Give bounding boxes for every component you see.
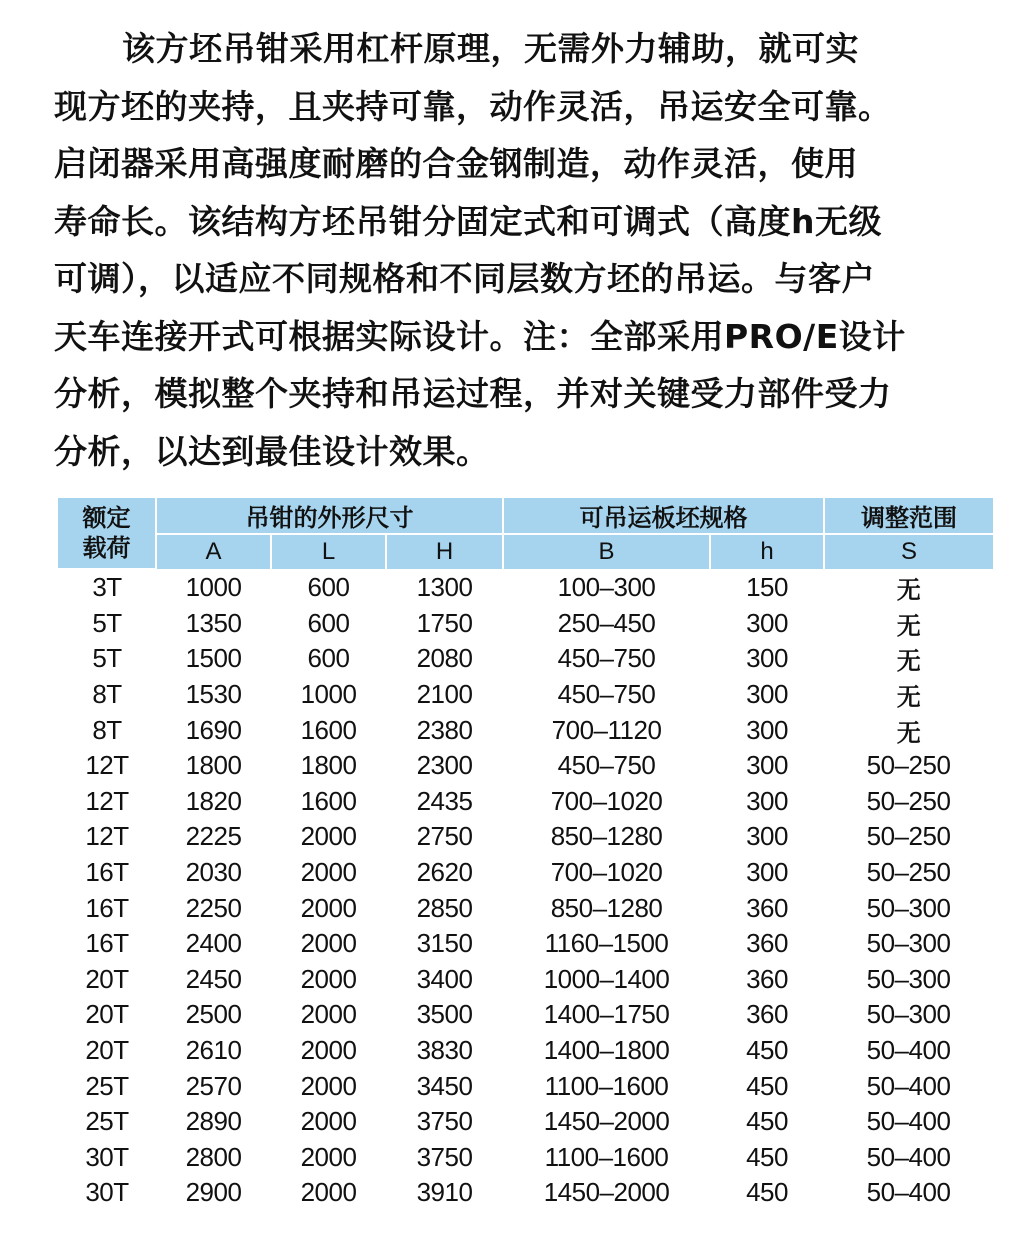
cell-a: 1690	[185, 714, 242, 745]
cell-b: 1100–1600	[544, 1070, 669, 1101]
cell-s: 50–250	[866, 750, 951, 781]
cell-b: 850–1280	[550, 892, 663, 923]
table-row	[58, 784, 993, 820]
table-row	[58, 641, 993, 677]
header-rated-load-line1: 额定	[82, 504, 131, 532]
cell-a: 2400	[185, 928, 242, 959]
cell-rated-load: 16T	[85, 928, 129, 959]
header-col-b: B	[503, 534, 710, 569]
cell-l: 2000	[300, 999, 357, 1030]
cell-h: 2850	[416, 892, 473, 923]
cell-h-small: 300	[746, 607, 788, 638]
cell-h-small: 150	[746, 571, 788, 602]
cell-h: 3910	[416, 1177, 473, 1208]
cell-a: 2890	[185, 1106, 242, 1137]
cell-s: 50–300	[866, 892, 951, 923]
table-row	[58, 606, 993, 642]
cell-b: 250–450	[557, 607, 656, 638]
table-row	[58, 1140, 993, 1176]
cell-rated-load: 3T	[92, 572, 122, 603]
intro-line: 启闭器采用高强度耐磨的合金钢制造，动作灵活，使用	[54, 144, 858, 183]
cell-rated-load: 16T	[85, 857, 129, 888]
cell-h: 3830	[416, 1035, 473, 1066]
cell-h: 2380	[416, 714, 473, 745]
cell-h-small: 300	[746, 643, 788, 674]
cell-a: 2030	[185, 857, 242, 888]
header-col-h: H	[386, 534, 503, 569]
cell-l: 2000	[300, 1035, 357, 1066]
cell-a: 2500	[185, 999, 242, 1030]
cell-a: 2800	[185, 1141, 242, 1172]
table-row	[58, 890, 993, 926]
cell-h-small: 450	[746, 1106, 788, 1137]
cell-s: 50–400	[866, 1106, 951, 1137]
cell-rated-load: 16T	[85, 892, 129, 923]
cell-b: 1400–1800	[543, 1035, 670, 1066]
cell-b: 100–300	[557, 571, 656, 602]
cell-rated-load: 30T	[85, 1141, 129, 1172]
cell-h: 3750	[416, 1106, 473, 1137]
cell-h: 3150	[416, 928, 473, 959]
cell-l: 600	[307, 571, 350, 602]
cell-h-small: 360	[746, 963, 788, 994]
cell-b: 450–750	[557, 679, 656, 710]
cell-a: 1000	[185, 571, 242, 602]
cell-h: 2300	[416, 750, 473, 781]
cell-l: 1600	[300, 714, 357, 745]
cell-b: 700–1020	[550, 857, 663, 888]
header-group-slab-spec: 可吊运板坯规格	[503, 498, 824, 534]
table-row	[58, 819, 993, 855]
cell-s: 50–300	[866, 999, 951, 1030]
cell-l: 2000	[300, 1106, 357, 1137]
cell-s: 无	[896, 718, 921, 747]
cell-s: 50–300	[866, 928, 951, 959]
cell-h: 1750	[416, 607, 473, 638]
table-row	[58, 1033, 993, 1069]
cell-h: 2620	[416, 857, 473, 888]
cell-l: 1600	[300, 785, 357, 816]
cell-a: 2450	[185, 963, 242, 994]
cell-b: 700–1020	[550, 785, 663, 816]
cell-rated-load: 20T	[85, 963, 129, 994]
cell-rated-load: 8T	[92, 679, 122, 710]
cell-a: 1350	[185, 607, 242, 638]
cell-a: 2610	[185, 1035, 242, 1066]
spec-table	[58, 498, 993, 1211]
cell-b: 1160–1500	[544, 928, 669, 959]
cell-h-small: 450	[746, 1070, 788, 1101]
spec-table-body	[58, 569, 993, 1211]
cell-b: 1100–1600	[544, 1141, 669, 1172]
intro-line: 分析，模拟整个夹持和吊运过程，并对关键受力部件受力	[54, 374, 892, 413]
cell-s: 50–250	[866, 785, 951, 816]
table-row	[58, 926, 993, 962]
cell-l: 600	[307, 643, 350, 674]
cell-h: 3400	[416, 963, 473, 994]
table-row	[58, 677, 993, 713]
cell-rated-load: 20T	[85, 1035, 129, 1066]
cell-a: 1530	[185, 679, 242, 710]
header-col-s: S	[824, 534, 993, 569]
cell-l: 2000	[300, 1070, 357, 1101]
cell-b: 850–1280	[550, 821, 663, 852]
table-row	[58, 748, 993, 784]
cell-a: 1820	[185, 785, 242, 816]
cell-l: 2000	[300, 1141, 357, 1172]
cell-rated-load: 20T	[85, 999, 129, 1030]
cell-h: 2080	[416, 643, 473, 674]
cell-h: 2435	[416, 785, 473, 816]
cell-b: 700–1120	[551, 714, 662, 745]
intro-line: 可调），以适应不同规格和不同层数方坯的吊运。与客户	[54, 259, 875, 298]
header-group-dimensions: 吊钳的外形尺寸	[156, 498, 503, 534]
cell-h: 3500	[416, 999, 473, 1030]
cell-rated-load: 25T	[85, 1106, 129, 1137]
cell-a: 2250	[185, 892, 242, 923]
header-rated-load-line2: 载荷	[82, 534, 131, 562]
intro-line: 分析，以达到最佳设计效果。	[54, 431, 490, 471]
cell-h-small: 360	[746, 999, 788, 1030]
intro-line: 现方坯的夹持，且夹持可靠，动作灵活，吊运安全可靠。	[54, 86, 892, 126]
cell-h-small: 300	[746, 714, 788, 745]
cell-s: 50–400	[866, 1177, 951, 1208]
cell-l: 2000	[300, 857, 357, 888]
cell-b: 450–750	[557, 750, 656, 781]
cell-a: 2225	[185, 821, 242, 852]
cell-h-small: 450	[746, 1141, 788, 1172]
cell-s: 50–400	[866, 1035, 951, 1066]
cell-s: 50–300	[866, 963, 951, 994]
cell-rated-load: 12T	[85, 821, 129, 852]
cell-l: 600	[307, 607, 350, 638]
spec-table-header	[58, 498, 993, 569]
table-row	[58, 1104, 993, 1140]
cell-h: 3750	[416, 1141, 473, 1172]
table-row	[58, 569, 993, 606]
cell-h-small: 300	[746, 785, 788, 816]
table-row	[58, 1175, 993, 1211]
cell-s: 50–250	[866, 821, 951, 852]
header-col-a: A	[156, 534, 271, 569]
cell-h-small: 300	[746, 679, 788, 710]
cell-s: 无	[896, 647, 921, 676]
cell-s: 无	[896, 611, 921, 640]
cell-h: 3450	[416, 1070, 473, 1101]
intro-line: 天车连接开式可根据实际设计。注：全部采用PRO/E设计	[54, 316, 906, 356]
cell-l: 2000	[300, 892, 357, 923]
table-row	[58, 997, 993, 1033]
cell-b: 1400–1750	[543, 999, 670, 1030]
intro-line: 寿命长。该结构方坯吊钳分固定式和可调式（高度h无级	[54, 201, 882, 241]
cell-s: 无	[896, 575, 921, 604]
cell-h: 1300	[416, 571, 473, 602]
cell-l: 2000	[300, 928, 357, 959]
header-col-h-small: h	[710, 534, 824, 569]
cell-h-small: 450	[746, 1177, 788, 1208]
cell-b: 1000–1400	[543, 963, 670, 994]
cell-h: 2750	[416, 821, 473, 852]
table-row	[58, 855, 993, 891]
intro-paragraph	[54, 20, 954, 480]
cell-b: 450–750	[557, 643, 656, 674]
cell-h-small: 300	[746, 857, 788, 888]
cell-h-small: 360	[746, 892, 788, 923]
table-row	[58, 962, 993, 998]
cell-b: 1450–2000	[543, 1177, 670, 1208]
cell-a: 1500	[185, 643, 242, 674]
cell-l: 2000	[300, 963, 357, 994]
table-row	[58, 1068, 993, 1104]
cell-l: 2000	[300, 821, 357, 852]
header-group-adjust: 调整范围	[824, 498, 993, 534]
header-rated-load	[58, 498, 156, 569]
cell-rated-load: 12T	[85, 750, 129, 781]
cell-rated-load: 8T	[92, 714, 122, 745]
cell-s: 50–400	[866, 1141, 951, 1172]
cell-l: 1800	[300, 750, 357, 781]
cell-h: 2100	[416, 679, 473, 710]
cell-rated-load: 5T	[92, 643, 122, 674]
cell-s: 无	[896, 683, 921, 712]
cell-b: 1450–2000	[543, 1106, 670, 1137]
cell-rated-load: 25T	[85, 1070, 129, 1101]
cell-s: 50–400	[866, 1070, 951, 1101]
cell-a: 1800	[185, 750, 242, 781]
intro-line: 该方坯吊钳采用杠杆原理，无需外力辅助，就可实	[122, 29, 859, 68]
cell-h-small: 360	[746, 928, 788, 959]
header-col-l: L	[271, 534, 386, 569]
cell-rated-load: 5T	[92, 607, 122, 638]
cell-h-small: 300	[746, 821, 788, 852]
cell-l: 2000	[300, 1177, 357, 1208]
cell-rated-load: 12T	[85, 785, 129, 816]
cell-a: 2570	[185, 1070, 242, 1101]
table-row	[58, 712, 993, 748]
cell-a: 2900	[185, 1177, 242, 1208]
cell-h-small: 300	[746, 750, 788, 781]
cell-rated-load: 30T	[85, 1177, 129, 1208]
cell-l: 1000	[300, 679, 357, 710]
cell-h-small: 450	[746, 1035, 788, 1066]
cell-s: 50–250	[866, 857, 951, 888]
